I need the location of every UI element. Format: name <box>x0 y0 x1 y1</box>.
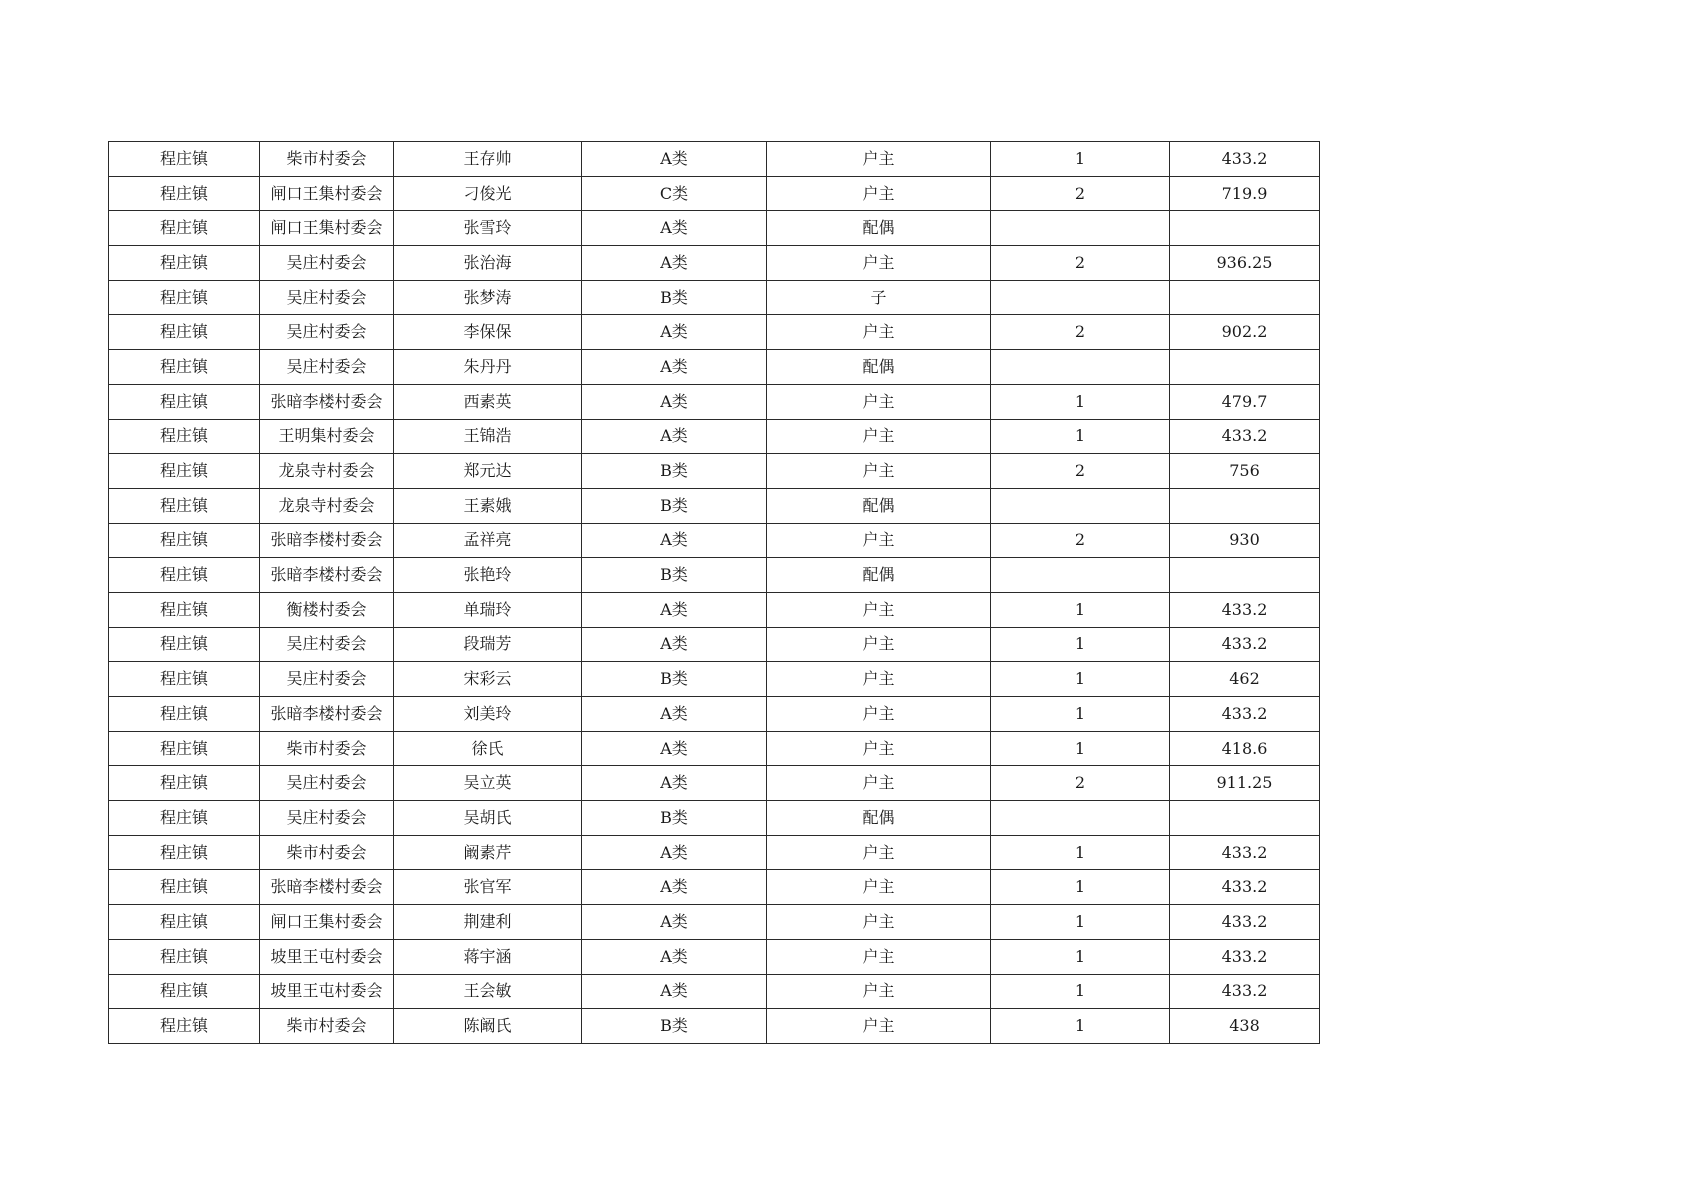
category-cell: A类 <box>582 142 767 177</box>
category-cell: A类 <box>582 246 767 281</box>
category-cell: A类 <box>582 419 767 454</box>
table-row <box>109 939 1320 974</box>
amount-cell: 418.6 <box>1170 731 1320 766</box>
household-size-cell: 1 <box>991 731 1170 766</box>
village-committee-cell: 柴市村委会 <box>260 1009 394 1044</box>
household-size-cell: 2 <box>991 246 1170 281</box>
name-cell: 张治海 <box>394 246 582 281</box>
village-committee-cell: 龙泉寺村委会 <box>260 488 394 523</box>
village-committee-cell: 吴庄村委会 <box>260 627 394 662</box>
household-size-cell: 1 <box>991 384 1170 419</box>
household-size-cell: 1 <box>991 905 1170 940</box>
table-row <box>109 766 1320 801</box>
amount-cell: 433.2 <box>1170 419 1320 454</box>
relation-cell: 户主 <box>767 1009 991 1044</box>
town-cell: 程庄镇 <box>109 176 260 211</box>
category-cell: B类 <box>582 454 767 489</box>
village-committee-cell: 龙泉寺村委会 <box>260 454 394 489</box>
town-cell: 程庄镇 <box>109 488 260 523</box>
town-cell: 程庄镇 <box>109 142 260 177</box>
relation-cell: 户主 <box>767 384 991 419</box>
table-row <box>109 870 1320 905</box>
table-row <box>109 419 1320 454</box>
relation-cell: 配偶 <box>767 488 991 523</box>
relation-cell: 户主 <box>767 627 991 662</box>
town-cell: 程庄镇 <box>109 592 260 627</box>
category-cell: B类 <box>582 801 767 836</box>
name-cell: 陈阚氏 <box>394 1009 582 1044</box>
village-committee-cell: 吴庄村委会 <box>260 662 394 697</box>
table-row <box>109 697 1320 732</box>
amount-cell <box>1170 558 1320 593</box>
name-cell: 荆建利 <box>394 905 582 940</box>
village-committee-cell: 张暗李楼村委会 <box>260 558 394 593</box>
relation-cell: 配偶 <box>767 558 991 593</box>
town-cell: 程庄镇 <box>109 350 260 385</box>
name-cell: 郑元达 <box>394 454 582 489</box>
name-cell: 西素英 <box>394 384 582 419</box>
table-row <box>109 350 1320 385</box>
village-committee-cell: 吴庄村委会 <box>260 315 394 350</box>
household-size-cell: 2 <box>991 315 1170 350</box>
amount-cell: 438 <box>1170 1009 1320 1044</box>
amount-cell <box>1170 488 1320 523</box>
town-cell: 程庄镇 <box>109 766 260 801</box>
category-cell: A类 <box>582 627 767 662</box>
category-cell: A类 <box>582 315 767 350</box>
household-size-cell <box>991 211 1170 246</box>
amount-cell: 936.25 <box>1170 246 1320 281</box>
relation-cell: 户主 <box>767 523 991 558</box>
town-cell: 程庄镇 <box>109 384 260 419</box>
name-cell: 单瑞玲 <box>394 592 582 627</box>
relation-cell: 户主 <box>767 731 991 766</box>
town-cell: 程庄镇 <box>109 662 260 697</box>
amount-cell: 902.2 <box>1170 315 1320 350</box>
relation-cell: 户主 <box>767 835 991 870</box>
household-size-cell: 2 <box>991 523 1170 558</box>
town-cell: 程庄镇 <box>109 280 260 315</box>
town-cell: 程庄镇 <box>109 1009 260 1044</box>
town-cell: 程庄镇 <box>109 246 260 281</box>
name-cell: 王锦浩 <box>394 419 582 454</box>
household-size-cell: 2 <box>991 454 1170 489</box>
town-cell: 程庄镇 <box>109 558 260 593</box>
relation-cell: 户主 <box>767 905 991 940</box>
town-cell: 程庄镇 <box>109 211 260 246</box>
amount-cell: 911.25 <box>1170 766 1320 801</box>
relation-cell: 户主 <box>767 176 991 211</box>
town-cell: 程庄镇 <box>109 697 260 732</box>
town-cell: 程庄镇 <box>109 523 260 558</box>
village-committee-cell: 衡楼村委会 <box>260 592 394 627</box>
household-size-cell <box>991 488 1170 523</box>
town-cell: 程庄镇 <box>109 454 260 489</box>
table-row <box>109 211 1320 246</box>
household-size-cell: 1 <box>991 1009 1170 1044</box>
town-cell: 程庄镇 <box>109 731 260 766</box>
category-cell: A类 <box>582 766 767 801</box>
household-size-cell: 1 <box>991 939 1170 974</box>
name-cell: 王存帅 <box>394 142 582 177</box>
relation-cell: 户主 <box>767 697 991 732</box>
village-committee-cell: 王明集村委会 <box>260 419 394 454</box>
amount-cell: 462 <box>1170 662 1320 697</box>
table-row <box>109 176 1320 211</box>
village-committee-cell: 柴市村委会 <box>260 835 394 870</box>
category-cell: A类 <box>582 350 767 385</box>
household-size-cell <box>991 350 1170 385</box>
table-row <box>109 523 1320 558</box>
relation-cell: 户主 <box>767 419 991 454</box>
household-size-cell: 1 <box>991 627 1170 662</box>
category-cell: C类 <box>582 176 767 211</box>
amount-cell: 433.2 <box>1170 870 1320 905</box>
relation-cell: 户主 <box>767 974 991 1009</box>
town-cell: 程庄镇 <box>109 419 260 454</box>
town-cell: 程庄镇 <box>109 905 260 940</box>
category-cell: A类 <box>582 697 767 732</box>
table-row <box>109 627 1320 662</box>
village-committee-cell: 张暗李楼村委会 <box>260 384 394 419</box>
name-cell: 刘美玲 <box>394 697 582 732</box>
village-committee-cell: 张暗李楼村委会 <box>260 870 394 905</box>
amount-cell <box>1170 280 1320 315</box>
amount-cell: 479.7 <box>1170 384 1320 419</box>
household-size-cell: 1 <box>991 835 1170 870</box>
name-cell: 吴胡氏 <box>394 801 582 836</box>
table-row <box>109 558 1320 593</box>
table-row <box>109 974 1320 1009</box>
table-row <box>109 246 1320 281</box>
table-row <box>109 801 1320 836</box>
household-size-cell: 1 <box>991 697 1170 732</box>
category-cell: B类 <box>582 1009 767 1044</box>
town-cell: 程庄镇 <box>109 974 260 1009</box>
name-cell: 李保保 <box>394 315 582 350</box>
name-cell: 孟祥亮 <box>394 523 582 558</box>
household-size-cell: 1 <box>991 974 1170 1009</box>
village-committee-cell: 吴庄村委会 <box>260 246 394 281</box>
household-size-cell <box>991 558 1170 593</box>
village-committee-cell: 闸口王集村委会 <box>260 176 394 211</box>
name-cell: 张雪玲 <box>394 211 582 246</box>
category-cell: A类 <box>582 835 767 870</box>
name-cell: 蒋宇涵 <box>394 939 582 974</box>
name-cell: 张梦涛 <box>394 280 582 315</box>
amount-cell: 433.2 <box>1170 627 1320 662</box>
town-cell: 程庄镇 <box>109 870 260 905</box>
amount-cell: 433.2 <box>1170 142 1320 177</box>
amount-cell: 930 <box>1170 523 1320 558</box>
village-committee-cell: 张暗李楼村委会 <box>260 523 394 558</box>
table-row <box>109 142 1320 177</box>
amount-cell: 433.2 <box>1170 939 1320 974</box>
name-cell: 阚素芹 <box>394 835 582 870</box>
village-committee-cell: 闸口王集村委会 <box>260 211 394 246</box>
table-row <box>109 592 1320 627</box>
table-row <box>109 662 1320 697</box>
category-cell: A类 <box>582 905 767 940</box>
household-size-cell: 1 <box>991 419 1170 454</box>
town-cell: 程庄镇 <box>109 315 260 350</box>
amount-cell: 433.2 <box>1170 974 1320 1009</box>
village-committee-cell: 柴市村委会 <box>260 142 394 177</box>
town-cell: 程庄镇 <box>109 939 260 974</box>
category-cell: A类 <box>582 384 767 419</box>
table-row <box>109 384 1320 419</box>
name-cell: 王会敏 <box>394 974 582 1009</box>
village-committee-cell: 吴庄村委会 <box>260 350 394 385</box>
category-cell: A类 <box>582 523 767 558</box>
household-size-cell: 1 <box>991 870 1170 905</box>
table-row <box>109 1009 1320 1044</box>
table-row <box>109 454 1320 489</box>
name-cell: 段瑞芳 <box>394 627 582 662</box>
table-body <box>109 142 1320 1044</box>
town-cell: 程庄镇 <box>109 835 260 870</box>
name-cell: 刁俊光 <box>394 176 582 211</box>
village-committee-cell: 闸口王集村委会 <box>260 905 394 940</box>
household-size-cell: 2 <box>991 766 1170 801</box>
relation-cell: 户主 <box>767 592 991 627</box>
village-committee-cell: 坡里王屯村委会 <box>260 974 394 1009</box>
category-cell: B类 <box>582 280 767 315</box>
household-size-cell: 1 <box>991 592 1170 627</box>
name-cell: 王素娥 <box>394 488 582 523</box>
relation-cell: 户主 <box>767 142 991 177</box>
category-cell: A类 <box>582 870 767 905</box>
household-size-cell: 2 <box>991 176 1170 211</box>
amount-cell: 433.2 <box>1170 905 1320 940</box>
category-cell: A类 <box>582 592 767 627</box>
amount-cell: 433.2 <box>1170 835 1320 870</box>
relation-cell: 配偶 <box>767 801 991 836</box>
name-cell: 宋彩云 <box>394 662 582 697</box>
household-size-cell <box>991 280 1170 315</box>
name-cell: 张官军 <box>394 870 582 905</box>
town-cell: 程庄镇 <box>109 627 260 662</box>
amount-cell: 756 <box>1170 454 1320 489</box>
village-committee-cell: 吴庄村委会 <box>260 801 394 836</box>
amount-cell <box>1170 801 1320 836</box>
table-row <box>109 835 1320 870</box>
village-committee-cell: 张暗李楼村委会 <box>260 697 394 732</box>
table-row <box>109 280 1320 315</box>
amount-cell: 433.2 <box>1170 592 1320 627</box>
amount-cell: 433.2 <box>1170 697 1320 732</box>
amount-cell: 719.9 <box>1170 176 1320 211</box>
village-committee-cell: 吴庄村委会 <box>260 766 394 801</box>
household-size-cell <box>991 801 1170 836</box>
name-cell: 张艳玲 <box>394 558 582 593</box>
category-cell: A类 <box>582 939 767 974</box>
category-cell: B类 <box>582 488 767 523</box>
village-committee-cell: 吴庄村委会 <box>260 280 394 315</box>
category-cell: B类 <box>582 662 767 697</box>
relation-cell: 户主 <box>767 662 991 697</box>
relation-cell: 户主 <box>767 870 991 905</box>
relation-cell: 配偶 <box>767 211 991 246</box>
village-committee-cell: 柴市村委会 <box>260 731 394 766</box>
name-cell: 吴立英 <box>394 766 582 801</box>
beneficiary-table <box>108 141 1320 1044</box>
relation-cell: 户主 <box>767 246 991 281</box>
table-row <box>109 731 1320 766</box>
name-cell: 朱丹丹 <box>394 350 582 385</box>
household-size-cell: 1 <box>991 662 1170 697</box>
village-committee-cell: 坡里王屯村委会 <box>260 939 394 974</box>
relation-cell: 户主 <box>767 315 991 350</box>
town-cell: 程庄镇 <box>109 801 260 836</box>
name-cell: 徐氏 <box>394 731 582 766</box>
document-page <box>108 141 1320 1044</box>
category-cell: A类 <box>582 974 767 1009</box>
relation-cell: 户主 <box>767 766 991 801</box>
category-cell: A类 <box>582 211 767 246</box>
table-row <box>109 315 1320 350</box>
table-row <box>109 905 1320 940</box>
category-cell: B类 <box>582 558 767 593</box>
category-cell: A类 <box>582 731 767 766</box>
relation-cell: 子 <box>767 280 991 315</box>
amount-cell <box>1170 350 1320 385</box>
relation-cell: 户主 <box>767 454 991 489</box>
relation-cell: 配偶 <box>767 350 991 385</box>
household-size-cell: 1 <box>991 142 1170 177</box>
table-row <box>109 488 1320 523</box>
relation-cell: 户主 <box>767 939 991 974</box>
amount-cell <box>1170 211 1320 246</box>
